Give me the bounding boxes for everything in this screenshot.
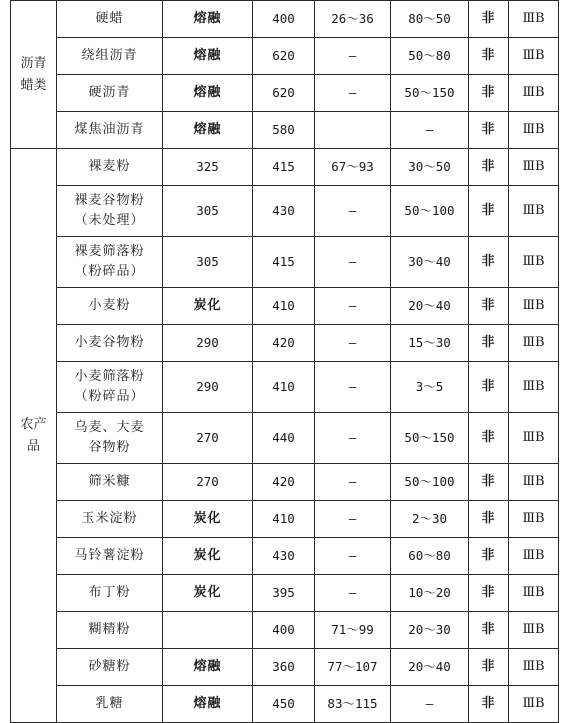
dust-name: 玉米淀粉: [81, 511, 138, 526]
table-row: [11, 575, 559, 612]
value-cell-5: 3～5: [391, 362, 469, 413]
state-cell: 290: [163, 325, 253, 362]
class-cell: ⅢB: [509, 112, 559, 149]
dust-name: 裸麦筛落粉: [74, 244, 145, 259]
value-cell-6: 非: [469, 1, 509, 38]
state-cell: 熔融: [163, 1, 253, 38]
value-cell-3: 410: [253, 362, 315, 413]
dust-name-cell: [57, 649, 163, 686]
dust-properties-table: [10, 0, 559, 723]
dust-name: 糊精粉: [88, 622, 131, 637]
dust-name: 裸麦谷物粉: [74, 193, 145, 208]
state-cell: 熔融: [163, 38, 253, 75]
dust-name: （未处理）: [74, 213, 145, 228]
value-cell-4: —: [315, 325, 391, 362]
state-cell: 305: [163, 186, 253, 237]
dust-name-cell: [57, 686, 163, 723]
table-row: [11, 149, 559, 186]
dust-name-cell: [57, 112, 163, 149]
state-cell: 炭化: [163, 288, 253, 325]
value-cell-4: —: [315, 362, 391, 413]
value-cell-3: 440: [253, 413, 315, 464]
table-row: [11, 112, 559, 149]
table-row: [11, 464, 559, 501]
table-row: [11, 538, 559, 575]
value-cell-6: 非: [469, 649, 509, 686]
dust-name: 硬沥青: [88, 85, 131, 100]
category-cell: [11, 1, 57, 149]
dust-name-cell: [57, 149, 163, 186]
value-cell-3: 415: [253, 149, 315, 186]
dust-name-cell: [57, 186, 163, 237]
dust-name: （粉碎品）: [74, 264, 145, 279]
dust-name-cell: [57, 413, 163, 464]
dust-name: 裸麦粉: [88, 159, 131, 174]
value-cell-5: 20～30: [391, 612, 469, 649]
dust-name: 硬蜡: [95, 11, 124, 26]
class-cell: ⅢB: [509, 75, 559, 112]
dust-name: 小麦粉: [88, 298, 131, 313]
class-cell: ⅢB: [509, 237, 559, 288]
value-cell-5: 50～100: [391, 464, 469, 501]
value-cell-5: 10～20: [391, 575, 469, 612]
dust-name-cell: [57, 325, 163, 362]
state-cell: 290: [163, 362, 253, 413]
state-cell: 270: [163, 413, 253, 464]
dust-name: 乳糖: [95, 696, 124, 711]
value-cell-6: 非: [469, 149, 509, 186]
value-cell-5: 2～30: [391, 501, 469, 538]
dust-name: 马铃薯淀粉: [74, 548, 145, 563]
class-cell: ⅢB: [509, 575, 559, 612]
value-cell-6: 非: [469, 237, 509, 288]
class-cell: ⅢB: [509, 686, 559, 723]
dust-name-cell: [57, 538, 163, 575]
dust-name-cell: [57, 75, 163, 112]
value-cell-3: 400: [253, 612, 315, 649]
class-cell: ⅢB: [509, 413, 559, 464]
value-cell-5: 60～80: [391, 538, 469, 575]
value-cell-3: 410: [253, 501, 315, 538]
dust-name-cell: [57, 464, 163, 501]
dust-name-cell: [57, 501, 163, 538]
class-cell: ⅢB: [509, 1, 559, 38]
value-cell-3: 420: [253, 325, 315, 362]
value-cell-6: 非: [469, 538, 509, 575]
table-body: [11, 1, 559, 723]
value-cell-3: 420: [253, 464, 315, 501]
value-cell-4: 83～115: [315, 686, 391, 723]
value-cell-3: 395: [253, 575, 315, 612]
value-cell-6: 非: [469, 325, 509, 362]
dust-name: 布丁粉: [88, 585, 131, 600]
class-cell: ⅢB: [509, 612, 559, 649]
class-cell: ⅢB: [509, 362, 559, 413]
table-row: [11, 38, 559, 75]
category-label: 农产: [20, 416, 47, 432]
dust-name: 小麦谷物粉: [74, 335, 145, 350]
dust-name-cell: [57, 1, 163, 38]
class-cell: ⅢB: [509, 538, 559, 575]
value-cell-4: —: [315, 75, 391, 112]
table-row: [11, 501, 559, 538]
dust-name-cell: [57, 362, 163, 413]
state-cell: 熔融: [163, 75, 253, 112]
value-cell-3: 400: [253, 1, 315, 38]
value-cell-4: —: [315, 464, 391, 501]
category-label: 蜡类: [20, 77, 47, 93]
value-cell-6: 非: [469, 501, 509, 538]
value-cell-3: 580: [253, 112, 315, 149]
state-cell: 炭化: [163, 538, 253, 575]
table-row: [11, 325, 559, 362]
table-row: [11, 75, 559, 112]
value-cell-4: —: [315, 38, 391, 75]
value-cell-6: 非: [469, 288, 509, 325]
value-cell-6: 非: [469, 612, 509, 649]
value-cell-4: —: [315, 538, 391, 575]
dust-name: 谷物粉: [88, 440, 131, 455]
value-cell-4: —: [315, 413, 391, 464]
value-cell-3: 620: [253, 38, 315, 75]
table-row: [11, 612, 559, 649]
value-cell-4: 77～107: [315, 649, 391, 686]
dust-name: 小麦筛落粉: [74, 369, 145, 384]
category-label: 沥青: [20, 55, 47, 71]
value-cell-6: 非: [469, 686, 509, 723]
value-cell-5: 50～100: [391, 186, 469, 237]
value-cell-5: 20～40: [391, 288, 469, 325]
state-cell: 325: [163, 149, 253, 186]
value-cell-6: 非: [469, 112, 509, 149]
value-cell-6: 非: [469, 464, 509, 501]
table-row: [11, 413, 559, 464]
value-cell-5: 50～150: [391, 75, 469, 112]
value-cell-3: 430: [253, 538, 315, 575]
table-row: [11, 186, 559, 237]
table-row: [11, 649, 559, 686]
class-cell: ⅢB: [509, 149, 559, 186]
value-cell-6: 非: [469, 75, 509, 112]
value-cell-4: 71～99: [315, 612, 391, 649]
value-cell-4: —: [315, 186, 391, 237]
class-cell: ⅢB: [509, 501, 559, 538]
value-cell-6: 非: [469, 38, 509, 75]
value-cell-4: —: [315, 501, 391, 538]
state-cell: 熔融: [163, 686, 253, 723]
value-cell-5: 30～50: [391, 149, 469, 186]
state-cell: 熔融: [163, 649, 253, 686]
dust-name: 乌麦、大麦: [74, 420, 145, 435]
value-cell-5: 50～80: [391, 38, 469, 75]
table-row: [11, 362, 559, 413]
dust-name-cell: [57, 38, 163, 75]
value-cell-6: 非: [469, 413, 509, 464]
value-cell-3: 450: [253, 686, 315, 723]
value-cell-5: —: [391, 686, 469, 723]
dust-name: （粉碎品）: [74, 389, 145, 404]
class-cell: ⅢB: [509, 288, 559, 325]
dust-name: 煤焦油沥青: [74, 122, 145, 137]
value-cell-6: 非: [469, 362, 509, 413]
dust-name: 筛米糠: [88, 474, 131, 489]
dust-name: 绕组沥青: [81, 48, 138, 63]
table-row: [11, 686, 559, 723]
value-cell-4: 67～93: [315, 149, 391, 186]
value-cell-5: —: [391, 112, 469, 149]
table-row: [11, 1, 559, 38]
state-cell: 305: [163, 237, 253, 288]
dust-name-cell: [57, 575, 163, 612]
value-cell-6: 非: [469, 186, 509, 237]
value-cell-4: —: [315, 288, 391, 325]
state-cell: 熔融: [163, 112, 253, 149]
class-cell: ⅢB: [509, 464, 559, 501]
value-cell-4: —: [315, 575, 391, 612]
dust-name-cell: [57, 288, 163, 325]
state-cell: 270: [163, 464, 253, 501]
value-cell-5: 50～150: [391, 413, 469, 464]
value-cell-6: 非: [469, 575, 509, 612]
category-cell: [11, 149, 57, 723]
value-cell-4: [315, 112, 391, 149]
state-cell: 炭化: [163, 575, 253, 612]
state-cell: 炭化: [163, 501, 253, 538]
dust-name-cell: [57, 612, 163, 649]
value-cell-4: —: [315, 237, 391, 288]
value-cell-3: 430: [253, 186, 315, 237]
value-cell-3: 410: [253, 288, 315, 325]
value-cell-3: 415: [253, 237, 315, 288]
class-cell: ⅢB: [509, 325, 559, 362]
state-cell: [163, 612, 253, 649]
table-row: [11, 288, 559, 325]
value-cell-5: 30～40: [391, 237, 469, 288]
class-cell: ⅢB: [509, 38, 559, 75]
value-cell-4: 26～36: [315, 1, 391, 38]
table-row: [11, 237, 559, 288]
value-cell-3: 620: [253, 75, 315, 112]
value-cell-5: 15～30: [391, 325, 469, 362]
class-cell: ⅢB: [509, 649, 559, 686]
value-cell-5: 20～40: [391, 649, 469, 686]
category-label: 品: [26, 438, 40, 454]
value-cell-3: 360: [253, 649, 315, 686]
dust-name: 砂糖粉: [88, 659, 131, 674]
class-cell: ⅢB: [509, 186, 559, 237]
dust-name-cell: [57, 237, 163, 288]
value-cell-5: 80～50: [391, 1, 469, 38]
